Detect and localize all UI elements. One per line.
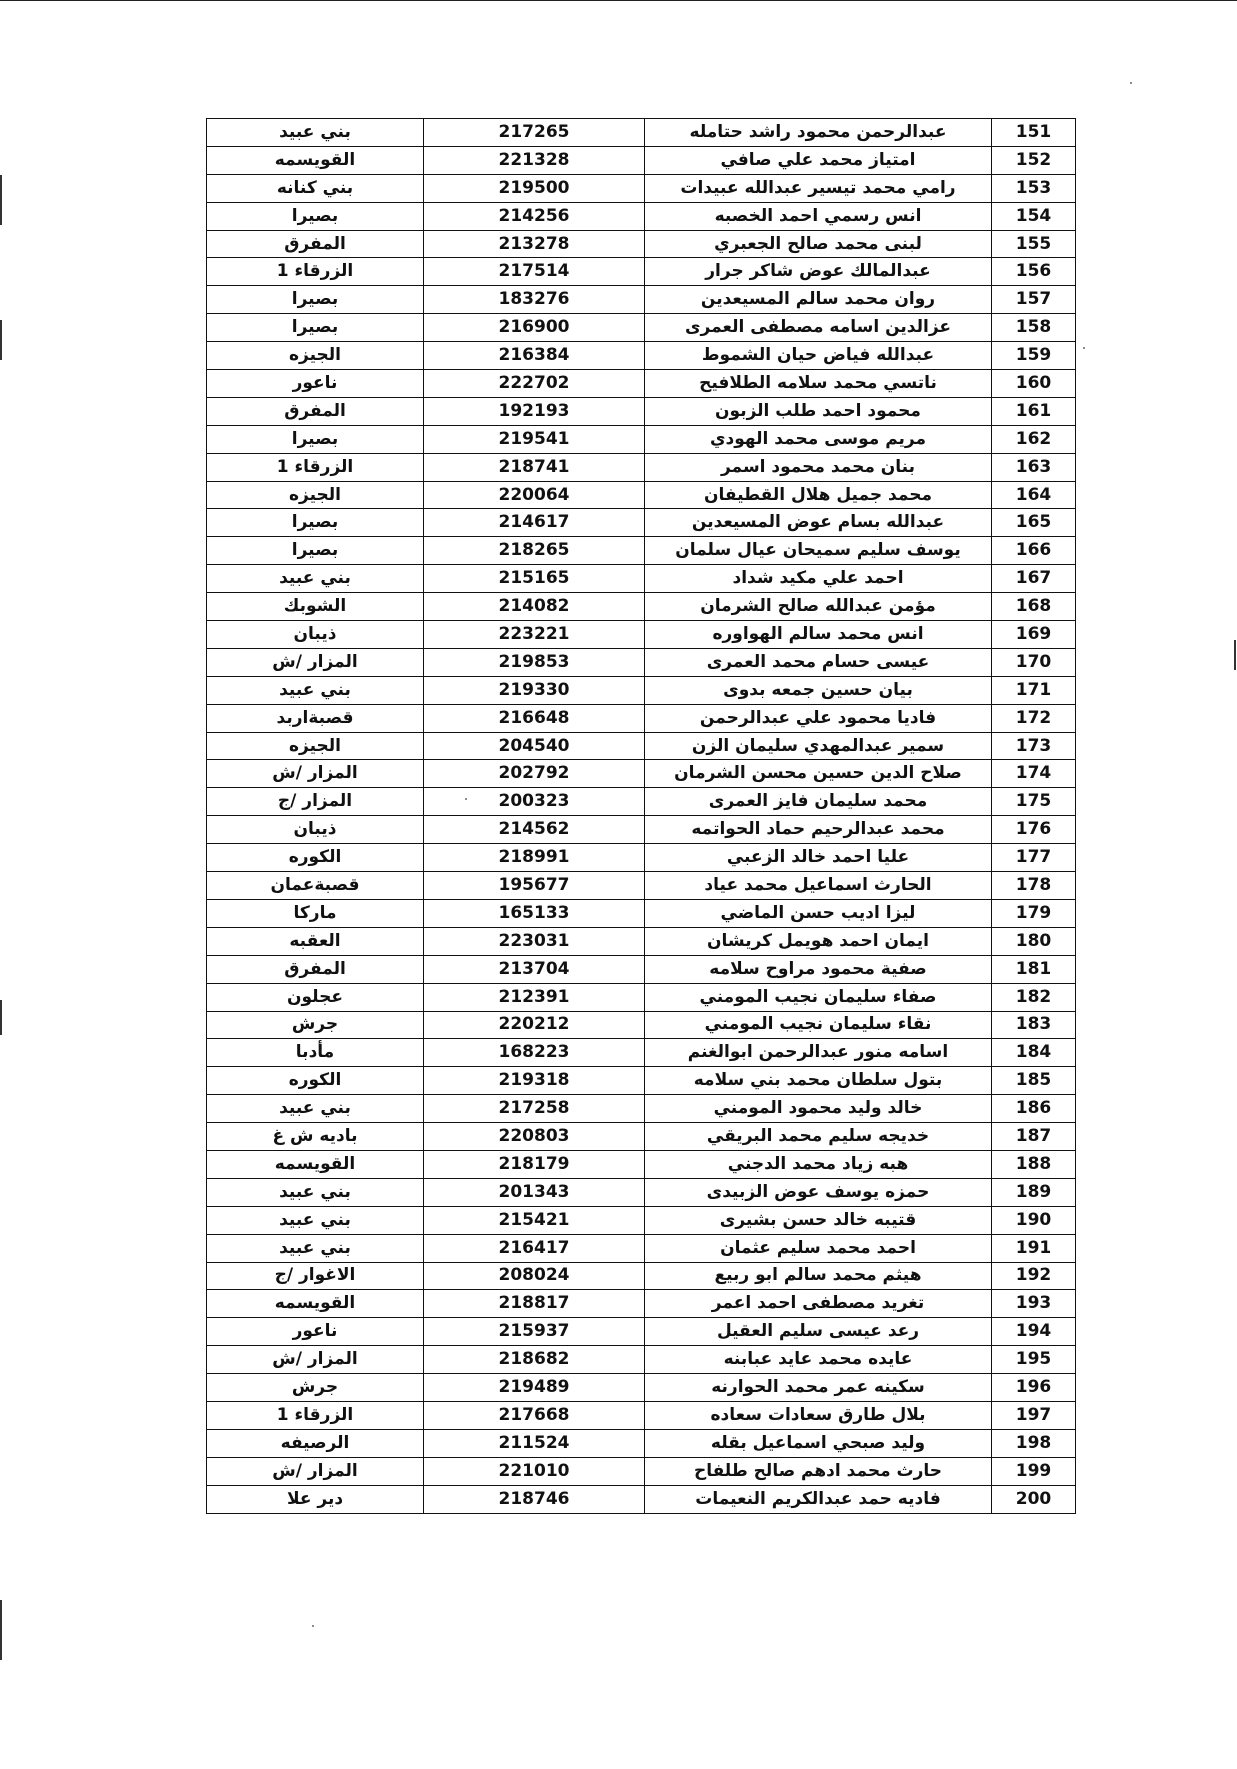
- name-cell: تغريد مصطفى احمد اعمر: [645, 1290, 992, 1318]
- id-number-cell: 168223: [424, 1039, 645, 1067]
- table-row: [207, 676, 1076, 704]
- table-row: [207, 1290, 1076, 1318]
- name-cell: اسامه منور عبدالرحمن ابوالغنم: [645, 1039, 992, 1067]
- sequence-number-cell: 164: [992, 481, 1076, 509]
- city-cell: بني عبيد: [207, 1234, 424, 1262]
- sequence-number-cell: 193: [992, 1290, 1076, 1318]
- table-row: [207, 844, 1076, 872]
- name-cell: قتيبه خالد حسن بشيرى: [645, 1206, 992, 1234]
- sequence-number-cell: 188: [992, 1150, 1076, 1178]
- table-row: [207, 955, 1076, 983]
- name-cell: بنان محمد محمود اسمر: [645, 453, 992, 481]
- id-number-cell: 216900: [424, 314, 645, 342]
- table-row: [207, 621, 1076, 649]
- sequence-number-cell: 179: [992, 899, 1076, 927]
- id-number-cell: 219853: [424, 648, 645, 676]
- table-row: [207, 1374, 1076, 1402]
- name-cell: رامي محمد تيسير عبدالله عبيدات: [645, 174, 992, 202]
- table-row: [207, 1095, 1076, 1123]
- id-number-cell: 217668: [424, 1401, 645, 1429]
- id-number-cell: 216417: [424, 1234, 645, 1262]
- city-cell: العقبه: [207, 927, 424, 955]
- city-cell: ماركا: [207, 899, 424, 927]
- table-row: [207, 1206, 1076, 1234]
- sequence-number-cell: 158: [992, 314, 1076, 342]
- name-cell: خديجه سليم محمد البريقي: [645, 1123, 992, 1151]
- city-cell: قصبةاربد: [207, 704, 424, 732]
- scan-edge-mark: [0, 320, 2, 360]
- table-row: [207, 593, 1076, 621]
- sequence-number-cell: 166: [992, 537, 1076, 565]
- id-number-cell: 218991: [424, 844, 645, 872]
- table-row: [207, 1401, 1076, 1429]
- sequence-number-cell: 181: [992, 955, 1076, 983]
- id-number-cell: 218682: [424, 1346, 645, 1374]
- name-cell: انس محمد سالم الهواوره: [645, 621, 992, 649]
- city-cell: بصيرا: [207, 509, 424, 537]
- id-number-cell: 217265: [424, 119, 645, 147]
- city-cell: المزار /ش: [207, 1346, 424, 1374]
- table-row: [207, 565, 1076, 593]
- sequence-number-cell: 163: [992, 453, 1076, 481]
- name-cell: عبدالله فياض حيان الشموط: [645, 342, 992, 370]
- id-number-cell: 216648: [424, 704, 645, 732]
- table-row: [207, 1067, 1076, 1095]
- scan-speck: [1130, 82, 1132, 84]
- city-cell: بصيرا: [207, 314, 424, 342]
- name-cell: فاديه حمد عبدالكريم النعيمات: [645, 1485, 992, 1513]
- sequence-number-cell: 196: [992, 1374, 1076, 1402]
- sequence-number-cell: 171: [992, 676, 1076, 704]
- city-cell: القويسمه: [207, 1150, 424, 1178]
- city-cell: المزار /ج: [207, 788, 424, 816]
- table-row: [207, 704, 1076, 732]
- name-cell: فاديا محمود علي عبدالرحمن: [645, 704, 992, 732]
- table-row: [207, 1346, 1076, 1374]
- city-cell: الجيزه: [207, 342, 424, 370]
- table-row: [207, 816, 1076, 844]
- sequence-number-cell: 176: [992, 816, 1076, 844]
- sequence-number-cell: 185: [992, 1067, 1076, 1095]
- table-row: [207, 788, 1076, 816]
- id-number-cell: 212391: [424, 983, 645, 1011]
- name-cell: وليد صبحي اسماعيل بقله: [645, 1429, 992, 1457]
- name-cell: امتياز محمد علي صافي: [645, 146, 992, 174]
- name-cell: ليزا اديب حسن الماضي: [645, 899, 992, 927]
- name-cell: حمزه يوسف عوض الزبيدى: [645, 1178, 992, 1206]
- id-number-cell: 204540: [424, 732, 645, 760]
- name-cell: عايده محمد عايد عبابنه: [645, 1346, 992, 1374]
- city-cell: بني عبيد: [207, 1206, 424, 1234]
- city-cell: المزار /ش: [207, 760, 424, 788]
- id-number-cell: 214617: [424, 509, 645, 537]
- id-number-cell: 220064: [424, 481, 645, 509]
- name-cell: يوسف سليم سميحان عيال سلمان: [645, 537, 992, 565]
- table-row: [207, 1457, 1076, 1485]
- sequence-number-cell: 160: [992, 370, 1076, 398]
- scan-speck: [1083, 347, 1085, 349]
- id-number-cell: 208024: [424, 1262, 645, 1290]
- table-row: [207, 509, 1076, 537]
- id-number-cell: 213704: [424, 955, 645, 983]
- city-cell: الجيزه: [207, 732, 424, 760]
- sequence-number-cell: 183: [992, 1011, 1076, 1039]
- name-cell: انس رسمي احمد الخصبه: [645, 202, 992, 230]
- id-number-cell: 215937: [424, 1318, 645, 1346]
- city-cell: بني عبيد: [207, 565, 424, 593]
- name-cell: خالد وليد محمود المومني: [645, 1095, 992, 1123]
- city-cell: ناعور: [207, 370, 424, 398]
- table-row: [207, 872, 1076, 900]
- city-cell: الجيزه: [207, 481, 424, 509]
- sequence-number-cell: 172: [992, 704, 1076, 732]
- name-cell: ناتسي محمد سلامه الطلافيح: [645, 370, 992, 398]
- id-number-cell: 217258: [424, 1095, 645, 1123]
- name-cell: مريم موسى محمد الهودي: [645, 425, 992, 453]
- table-row: [207, 1318, 1076, 1346]
- city-cell: مأدبا: [207, 1039, 424, 1067]
- name-cell: سمير عبدالمهدي سليمان الزن: [645, 732, 992, 760]
- city-cell: قصبةعمان: [207, 872, 424, 900]
- city-cell: بصيرا: [207, 425, 424, 453]
- city-cell: الزرقاء 1: [207, 453, 424, 481]
- id-number-cell: 214082: [424, 593, 645, 621]
- city-cell: ذيبان: [207, 621, 424, 649]
- top-border-line: [0, 0, 1237, 1]
- city-cell: جرش: [207, 1374, 424, 1402]
- id-number-cell: 195677: [424, 872, 645, 900]
- records-table: [206, 118, 1076, 1514]
- city-cell: الزرقاء 1: [207, 1401, 424, 1429]
- city-cell: بني عبيد: [207, 676, 424, 704]
- sequence-number-cell: 187: [992, 1123, 1076, 1151]
- id-number-cell: 223031: [424, 927, 645, 955]
- scan-speck: [312, 1625, 314, 1627]
- id-number-cell: 219500: [424, 174, 645, 202]
- table-row: [207, 537, 1076, 565]
- sequence-number-cell: 152: [992, 146, 1076, 174]
- id-number-cell: 214256: [424, 202, 645, 230]
- city-cell: دير علا: [207, 1485, 424, 1513]
- id-number-cell: 220803: [424, 1123, 645, 1151]
- table-row: [207, 760, 1076, 788]
- id-number-cell: 201343: [424, 1178, 645, 1206]
- table-row: [207, 397, 1076, 425]
- table-row: [207, 983, 1076, 1011]
- id-number-cell: 215421: [424, 1206, 645, 1234]
- sequence-number-cell: 154: [992, 202, 1076, 230]
- sequence-number-cell: 180: [992, 927, 1076, 955]
- sequence-number-cell: 186: [992, 1095, 1076, 1123]
- name-cell: نقاء سليمان نجيب المومني: [645, 1011, 992, 1039]
- sequence-number-cell: 178: [992, 872, 1076, 900]
- city-cell: المزار /ش: [207, 1457, 424, 1485]
- name-cell: عيسى حسام محمد العمرى: [645, 648, 992, 676]
- table-row: [207, 119, 1076, 147]
- city-cell: الكوره: [207, 1067, 424, 1095]
- city-cell: ناعور: [207, 1318, 424, 1346]
- city-cell: جرش: [207, 1011, 424, 1039]
- table-row: [207, 174, 1076, 202]
- sequence-number-cell: 175: [992, 788, 1076, 816]
- city-cell: ذيبان: [207, 816, 424, 844]
- table-row: [207, 1429, 1076, 1457]
- name-cell: بلال طارق سعادات سعاده: [645, 1401, 992, 1429]
- id-number-cell: 217514: [424, 258, 645, 286]
- city-cell: بني عبيد: [207, 1095, 424, 1123]
- city-cell: بصيرا: [207, 202, 424, 230]
- name-cell: روان محمد سالم المسيعدين: [645, 286, 992, 314]
- sequence-number-cell: 165: [992, 509, 1076, 537]
- city-cell: الاغوار /ج: [207, 1262, 424, 1290]
- name-cell: سكينه عمر محمد الحوارنه: [645, 1374, 992, 1402]
- city-cell: بني كنانه: [207, 174, 424, 202]
- name-cell: عليا احمد خالد الزعبي: [645, 844, 992, 872]
- id-number-cell: 192193: [424, 397, 645, 425]
- sequence-number-cell: 191: [992, 1234, 1076, 1262]
- table-row: [207, 230, 1076, 258]
- id-number-cell: 215165: [424, 565, 645, 593]
- table-row: [207, 1262, 1076, 1290]
- name-cell: رعد عيسى سليم العقيل: [645, 1318, 992, 1346]
- id-number-cell: 165133: [424, 899, 645, 927]
- id-number-cell: 183276: [424, 286, 645, 314]
- sequence-number-cell: 189: [992, 1178, 1076, 1206]
- table-row: [207, 1150, 1076, 1178]
- table-row: [207, 146, 1076, 174]
- sequence-number-cell: 199: [992, 1457, 1076, 1485]
- name-cell: صفية محمود مراوح سلامه: [645, 955, 992, 983]
- sequence-number-cell: 192: [992, 1262, 1076, 1290]
- scan-edge-mark: [1234, 640, 1236, 670]
- name-cell: عبدالله بسام عوض المسيعدين: [645, 509, 992, 537]
- id-number-cell: 219489: [424, 1374, 645, 1402]
- city-cell: بني عبيد: [207, 1178, 424, 1206]
- table-row: [207, 927, 1076, 955]
- sequence-number-cell: 156: [992, 258, 1076, 286]
- id-number-cell: 220212: [424, 1011, 645, 1039]
- sequence-number-cell: 153: [992, 174, 1076, 202]
- sequence-number-cell: 157: [992, 286, 1076, 314]
- scan-edge-mark: [0, 1000, 2, 1035]
- name-cell: بتول سلطان محمد بني سلامه: [645, 1067, 992, 1095]
- records-table-body: [207, 119, 1076, 1514]
- table-row: [207, 1485, 1076, 1513]
- name-cell: مؤمن عبدالله صالح الشرمان: [645, 593, 992, 621]
- name-cell: عزالدين اسامه مصطفى العمرى: [645, 314, 992, 342]
- sequence-number-cell: 151: [992, 119, 1076, 147]
- table-row: [207, 370, 1076, 398]
- sequence-number-cell: 195: [992, 1346, 1076, 1374]
- city-cell: المفرق: [207, 230, 424, 258]
- city-cell: الزرقاء 1: [207, 258, 424, 286]
- sequence-number-cell: 182: [992, 983, 1076, 1011]
- id-number-cell: 219541: [424, 425, 645, 453]
- id-number-cell: 214562: [424, 816, 645, 844]
- id-number-cell: 211524: [424, 1429, 645, 1457]
- name-cell: الحارث اسماعيل محمد عياد: [645, 872, 992, 900]
- id-number-cell: 221010: [424, 1457, 645, 1485]
- id-number-cell: 218179: [424, 1150, 645, 1178]
- sequence-number-cell: 155: [992, 230, 1076, 258]
- id-number-cell: 216384: [424, 342, 645, 370]
- name-cell: بيان حسين جمعه بدوى: [645, 676, 992, 704]
- sequence-number-cell: 159: [992, 342, 1076, 370]
- sequence-number-cell: 173: [992, 732, 1076, 760]
- id-number-cell: 218817: [424, 1290, 645, 1318]
- id-number-cell: 222702: [424, 370, 645, 398]
- id-number-cell: 218746: [424, 1485, 645, 1513]
- city-cell: الشوبك: [207, 593, 424, 621]
- city-cell: القويسمه: [207, 146, 424, 174]
- city-cell: بصيرا: [207, 537, 424, 565]
- name-cell: احمد محمد سليم عثمان: [645, 1234, 992, 1262]
- name-cell: هيثم محمد سالم ابو ربيع: [645, 1262, 992, 1290]
- sequence-number-cell: 197: [992, 1401, 1076, 1429]
- city-cell: المفرق: [207, 397, 424, 425]
- city-cell: بصيرا: [207, 286, 424, 314]
- table-row: [207, 342, 1076, 370]
- id-number-cell: 223221: [424, 621, 645, 649]
- sequence-number-cell: 194: [992, 1318, 1076, 1346]
- table-row: [207, 1234, 1076, 1262]
- city-cell: المفرق: [207, 955, 424, 983]
- city-cell: عجلون: [207, 983, 424, 1011]
- sequence-number-cell: 167: [992, 565, 1076, 593]
- scan-edge-mark: [0, 1600, 2, 1660]
- id-number-cell: 219318: [424, 1067, 645, 1095]
- table-row: [207, 899, 1076, 927]
- table-row: [207, 648, 1076, 676]
- sequence-number-cell: 169: [992, 621, 1076, 649]
- name-cell: صلاح الدين حسين محسن الشرمان: [645, 760, 992, 788]
- name-cell: محمد عبدالرحيم حماد الحواتمه: [645, 816, 992, 844]
- table-row: [207, 202, 1076, 230]
- sequence-number-cell: 184: [992, 1039, 1076, 1067]
- table-row: [207, 1039, 1076, 1067]
- sequence-number-cell: 168: [992, 593, 1076, 621]
- id-number-cell: 200323: [424, 788, 645, 816]
- sequence-number-cell: 170: [992, 648, 1076, 676]
- city-cell: الكوره: [207, 844, 424, 872]
- city-cell: القويسمه: [207, 1290, 424, 1318]
- city-cell: المزار /ش: [207, 648, 424, 676]
- id-number-cell: 218741: [424, 453, 645, 481]
- name-cell: لبنى محمد صالح الجعبري: [645, 230, 992, 258]
- sequence-number-cell: 200: [992, 1485, 1076, 1513]
- name-cell: احمد علي مكيد شداد: [645, 565, 992, 593]
- sequence-number-cell: 177: [992, 844, 1076, 872]
- table-row: [207, 258, 1076, 286]
- name-cell: عبدالمالك عوض شاكر جرار: [645, 258, 992, 286]
- table-row: [207, 1011, 1076, 1039]
- table-row: [207, 1123, 1076, 1151]
- sequence-number-cell: 198: [992, 1429, 1076, 1457]
- id-number-cell: 218265: [424, 537, 645, 565]
- name-cell: محمد جميل هلال القطيفان: [645, 481, 992, 509]
- name-cell: حارث محمد ادهم صالح طلفاح: [645, 1457, 992, 1485]
- table-row: [207, 286, 1076, 314]
- table-row: [207, 453, 1076, 481]
- name-cell: عبدالرحمن محمود راشد حتامله: [645, 119, 992, 147]
- table-row: [207, 481, 1076, 509]
- sequence-number-cell: 161: [992, 397, 1076, 425]
- table-row: [207, 314, 1076, 342]
- name-cell: محمد سليمان فايز العمرى: [645, 788, 992, 816]
- sequence-number-cell: 174: [992, 760, 1076, 788]
- sequence-number-cell: 190: [992, 1206, 1076, 1234]
- id-number-cell: 202792: [424, 760, 645, 788]
- city-cell: بني عبيد: [207, 119, 424, 147]
- city-cell: باديه ش غ: [207, 1123, 424, 1151]
- name-cell: صفاء سليمان نجيب المومني: [645, 983, 992, 1011]
- id-number-cell: 219330: [424, 676, 645, 704]
- table-row: [207, 732, 1076, 760]
- scan-edge-mark: [0, 175, 2, 225]
- name-cell: ايمان احمد هويمل كريشان: [645, 927, 992, 955]
- table-row: [207, 1178, 1076, 1206]
- name-cell: محمود احمد طلب الزبون: [645, 397, 992, 425]
- table-row: [207, 425, 1076, 453]
- id-number-cell: 213278: [424, 230, 645, 258]
- city-cell: الرصيفه: [207, 1429, 424, 1457]
- sequence-number-cell: 162: [992, 425, 1076, 453]
- name-cell: هبه زياد محمد الدجني: [645, 1150, 992, 1178]
- id-number-cell: 221328: [424, 146, 645, 174]
